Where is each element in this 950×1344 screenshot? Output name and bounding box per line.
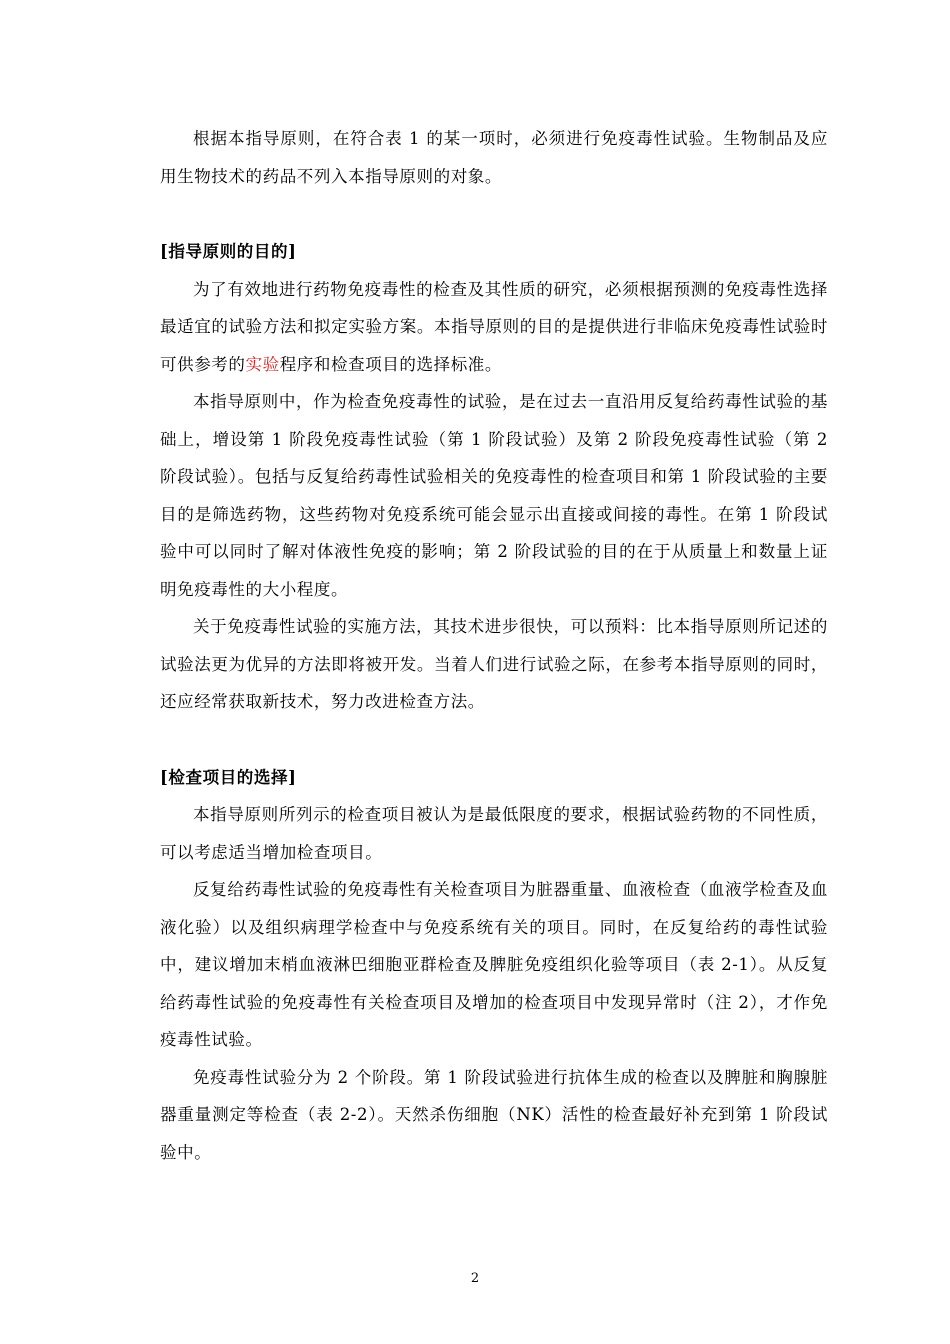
section-heading-purpose: [指导原则的目的]: [160, 242, 297, 261]
purpose-paragraph-1: [160, 271, 828, 384]
selection-paragraph-2: 反复给药毒性试验的免疫毒性有关检查项目为脏器重量、血液检查（血液学检查及血液化验）以及组织病理学检查中与免疫系统有关的项目。同时，在反复给药的毒性试验中，建议增加末梢血液淋巴细胞亚群检查及脾脏免疫组织化验等项目（表 2-1）。从反复给药毒性试验的免疫毒性有关检查项目及增加的检查项目中发现异常时（注 2），才作免疫毒性试验。: [160, 880, 828, 1049]
selection-paragraph-3: 免疫毒性试验分为 2 个阶段。第 1 阶段试验进行抗体生成的检查以及脾脏和胸腺脏器重量测定等检查（表 2-2）。天然杀伤细胞（NK）活性的检查最好补充到第 1 阶段试验中。: [160, 1067, 828, 1162]
highlighted-word: 实验: [245, 354, 280, 374]
purpose-paragraph-3: 关于免疫毒性试验的实施方法，其技术进步很快，可以预料：比本指导原则所记述的试验法更为优异的方法即将被开发。当着人们进行试验之际，在参考本指导原则的同时，还应经常获取新技术，努力改进检查方法。: [160, 617, 828, 711]
purpose-text-end: 程序和检查项目的选择标准。: [279, 354, 503, 374]
section-spacer: [160, 195, 828, 233]
intro-paragraph: 根据本指导原则，在符合表 1 的某一项时，必须进行免疫毒性试验。生物制品及应用生物技术的药品不列入本指导原则的对象。: [160, 129, 828, 186]
purpose-paragraph-2: 本指导原则中，作为检查免疫毒性的试验，是在过去一直沿用反复给药毒性试验的基础上，增设第 1 阶段免疫毒性试验（第 1 阶段试验）及第 2 阶段免疫毒性试验（第 2 阶段试验）。包括与反复给药毒性试验相关的免疫毒性的检查项目和第 1 阶段试验的主要目的是筛选药物，这些药物对免疫系统可能会显示出直接或间接的毒性。在第 1 阶段试验中可以同时了解对体液性免疫的影响；第 2 阶段试验的目的在于从质量上和数量上证明免疫毒性的大小程度。: [160, 392, 828, 599]
section-heading-selection: [检查项目的选择]: [160, 767, 297, 787]
page-number: 2: [470, 1271, 480, 1286]
section-spacer: [160, 721, 828, 759]
purpose-text-start: 为了有效地进行药物免疫毒性的检查及其性质的研究，必须根据预测的免疫毒性选择最适宜的试验方法和拟定实验方案。本指导原则的目的是提供进行非临床免疫毒性试验时可供参考的: [160, 279, 828, 374]
selection-paragraph-1: 本指导原则所列示的检查项目被认为是最低限度的要求，根据试验药物的不同性质，可以考虑适当增加检查项目。: [160, 805, 828, 862]
document-body: [160, 120, 828, 1171]
